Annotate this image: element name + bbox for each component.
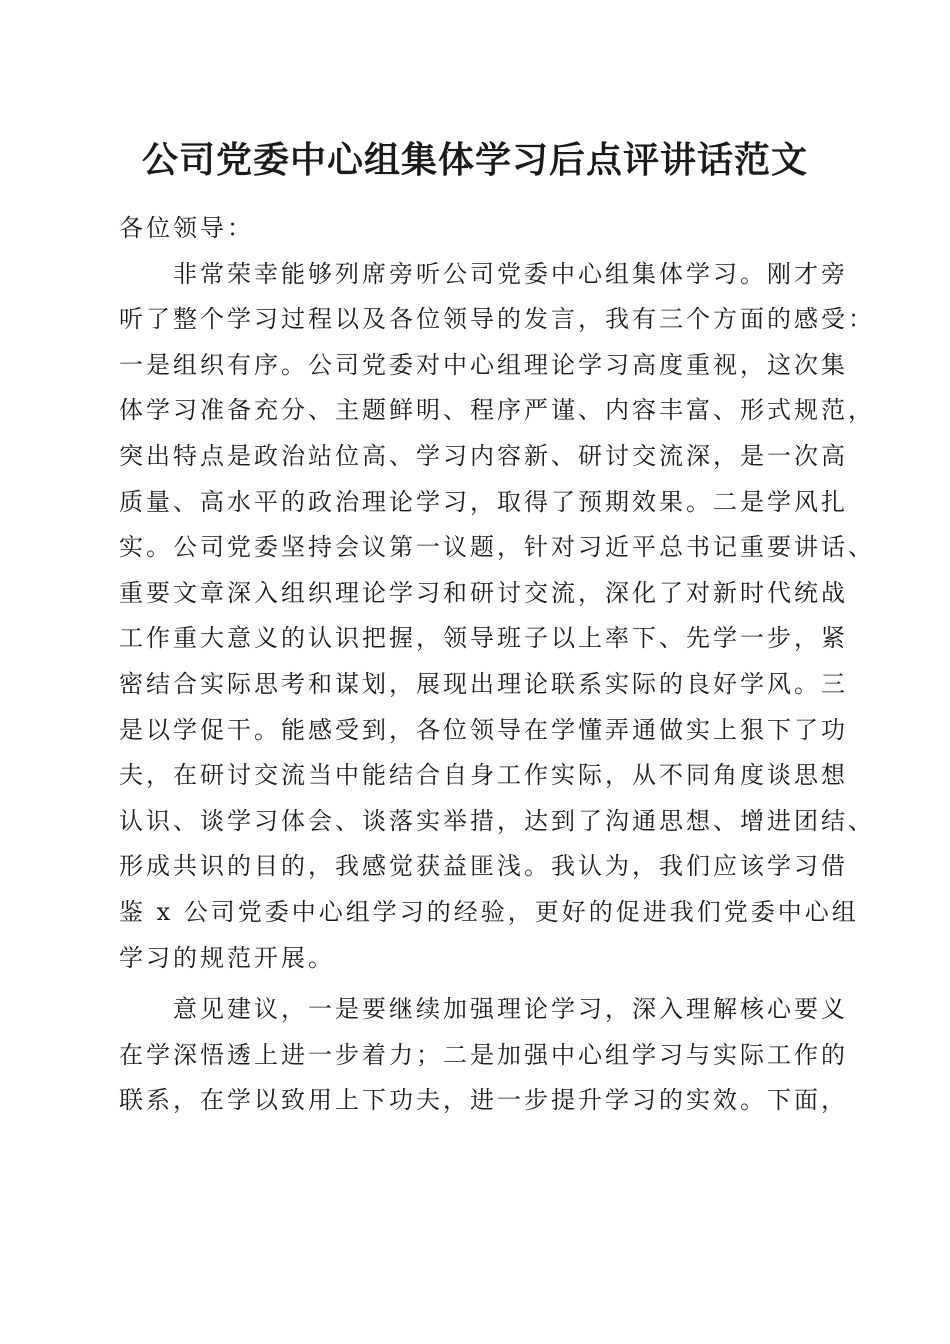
- paragraph-line: 鉴 x 公司党委中心组学习的经验，更好的促进我们党委中心组: [119, 897, 859, 926]
- paragraph-line: 重要文章深入组织理论学习和研讨交流，深化了对新时代统战: [119, 578, 848, 607]
- paragraph-line: 认识、谈学习体会、谈落实举措，达到了沟通思想、增进团结、: [119, 806, 875, 835]
- paragraph-line: 工作重大意义的认识把握，领导班子以上率下、先学一步，紧: [119, 624, 848, 653]
- paragraph-line: 一是组织有序。公司党委对中心组理论学习高度重视，这次集: [119, 350, 848, 379]
- paragraph-line: 意见建议，一是要继续加强理论学习，深入理解核心要义: [173, 995, 848, 1024]
- paragraph-2: [119, 987, 848, 1124]
- paragraph-1: [119, 252, 875, 982]
- document-body: [119, 206, 875, 1124]
- paragraph-line: 体学习准备充分、主题鲜明、程序严谨、内容丰富、形式规范，: [119, 396, 875, 425]
- paragraph-line: 密结合实际思考和谋划，展现出理论联系实际的良好学风。三: [119, 669, 848, 698]
- paragraph-line: 实。公司党委坚持会议第一议题，针对习近平总书记重要讲话、: [119, 533, 875, 562]
- paragraph-line: 形成共识的目的，我感觉获益匪浅。我认为，我们应该学习借: [119, 852, 848, 881]
- paragraph-line: 是以学促干。能感受到，各位领导在学懂弄通做实上狠下了功: [119, 715, 848, 744]
- document-title: 公司党委中心组集体学习后点评讲话范文: [141, 139, 808, 181]
- paragraph-line: 联系，在学以致用上下功夫，进一步提升学习的实效。下面，: [119, 1086, 848, 1115]
- paragraph-line: 听了整个学习过程以及各位领导的发言，我有三个方面的感受：: [119, 305, 875, 334]
- salutation: 各位领导：: [119, 214, 254, 242]
- paragraph-line: 在学深悟透上进一步着力；二是加强中心组学习与实际工作的: [119, 1040, 848, 1069]
- paragraph-line: 突出特点是政治站位高、学习内容新、研讨交流深，是一次高: [119, 441, 848, 470]
- paragraph-line: 学习的规范开展。: [119, 943, 335, 972]
- paragraph-line: 非常荣幸能够列席旁听公司党委中心组集体学习。刚才旁: [173, 259, 848, 288]
- paragraph-line: 夫，在研讨交流当中能结合自身工作实际，从不同角度谈思想: [119, 761, 848, 790]
- paragraph-line: 质量、高水平的政治理论学习，取得了预期效果。二是学风扎: [119, 487, 848, 516]
